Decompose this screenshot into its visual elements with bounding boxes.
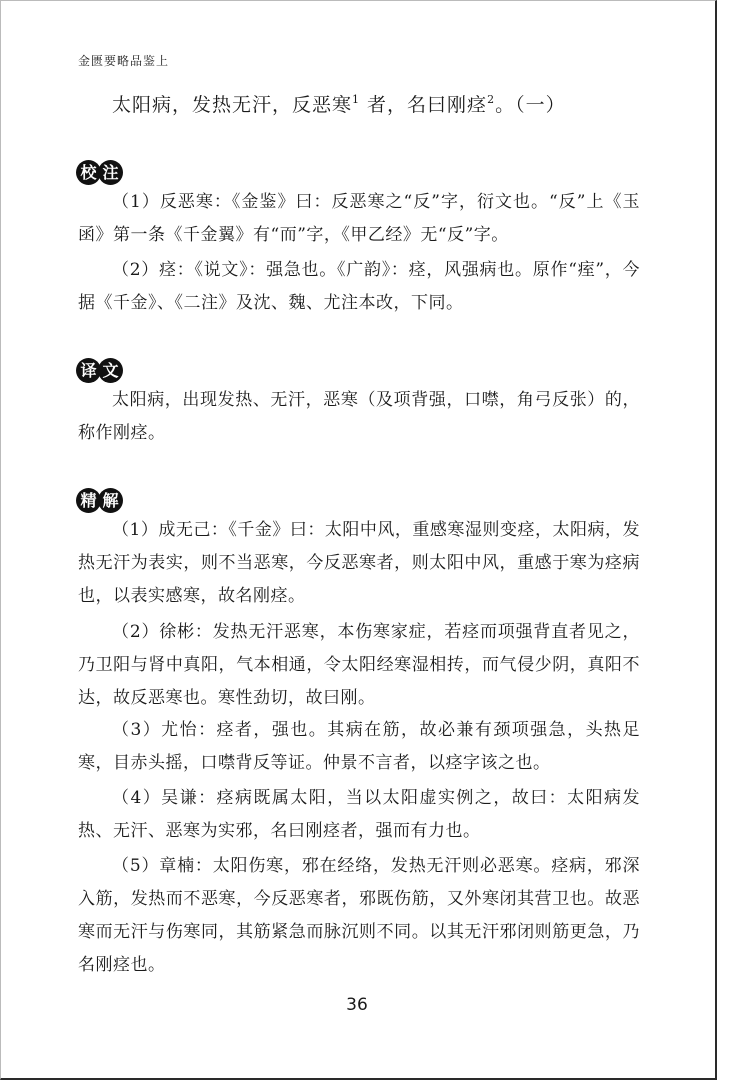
section-badge-yiwen — [76, 358, 123, 383]
commentary-paragraph: （1）成无己：《千金》曰：太阳中风，重感寒湿则变痉，太阳病，发热无汗为表实，则不当恶寒，今反恶寒者，则太阳中风，重感于寒为痉病也，以表实感寒，故名刚痉。 — [78, 520, 640, 606]
page-number: 36 — [346, 995, 368, 1015]
badge-char: 文 — [98, 358, 123, 383]
note-paragraph: （1）反恶寒：《金鉴》曰：反恶寒之“反”字，衍文也。“反”上《玉函》第一条《千金翼》有“而”字，《甲乙经》无“反”字。 — [78, 192, 640, 245]
verse-part-2: 者，名曰刚痉 — [360, 94, 488, 116]
section-badge-jingjie — [76, 488, 123, 513]
commentary-paragraph: （5）章楠：太阳伤寒，邪在经络，发热无汗则必恶寒。痉病，邪深入筋，发热而不恶寒，今反恶寒者，邪既伤筋，又外寒闭其营卫也。故恶寒而无汗与伤寒同，其筋紧急而脉沉则不同。以其无汗邪闭则筋更急，乃名刚痉也。 — [78, 856, 640, 975]
note-paragraph: （2）痉：《说文》：强急也。《广韵》：痉，风强病也。原作“痓”，今据《千金》、《二注》及沈、魏、尤注本改，下同。 — [78, 260, 640, 313]
commentary-paragraph: （2）徐彬：发热无汗恶寒，本伤寒家症，若痉而项强背直者见之，乃卫阳与肾中真阳，气本相通，令太阳经寒湿相抟，而气侵少阴，真阳不达，故反恶寒也。寒性劲切，故曰刚。 — [78, 622, 640, 708]
badge-char: 译 — [76, 358, 101, 383]
verse-part-3: 。（一） — [495, 94, 566, 116]
badge-char: 注 — [98, 160, 123, 185]
translation-paragraph: 太阳病，出现发热、无汗，恶寒（及项背强，口噤，角弓反张）的，称作刚痉。 — [78, 390, 640, 443]
commentary-paragraph: （3）尤怡：痉者，强也。其病在筋，故必兼有颈项强急，头热足寒，目赤头摇，口噤背反等证。仲景不言者，以痉字该之也。 — [78, 720, 640, 773]
badge-char: 解 — [98, 488, 123, 513]
commentary-paragraph: （4）吴谦：痉病既属太阳，当以太阳虚实例之，故曰：太阳病发热、无汗、恶寒为实邪，名曰刚痉者，强而有力也。 — [78, 788, 640, 841]
section-badge-jiaozhu — [76, 160, 123, 185]
badge-char: 校 — [76, 160, 101, 185]
footnote-marker-2: 2 — [487, 93, 496, 106]
footnote-marker-1: 1 — [352, 93, 361, 106]
badge-char: 精 — [76, 488, 101, 513]
verse-text — [112, 90, 566, 117]
verse-part-1: 太阳病，发热无汗，反恶寒 — [112, 94, 353, 116]
running-header: 金匮要略品鉴上 — [78, 54, 170, 68]
